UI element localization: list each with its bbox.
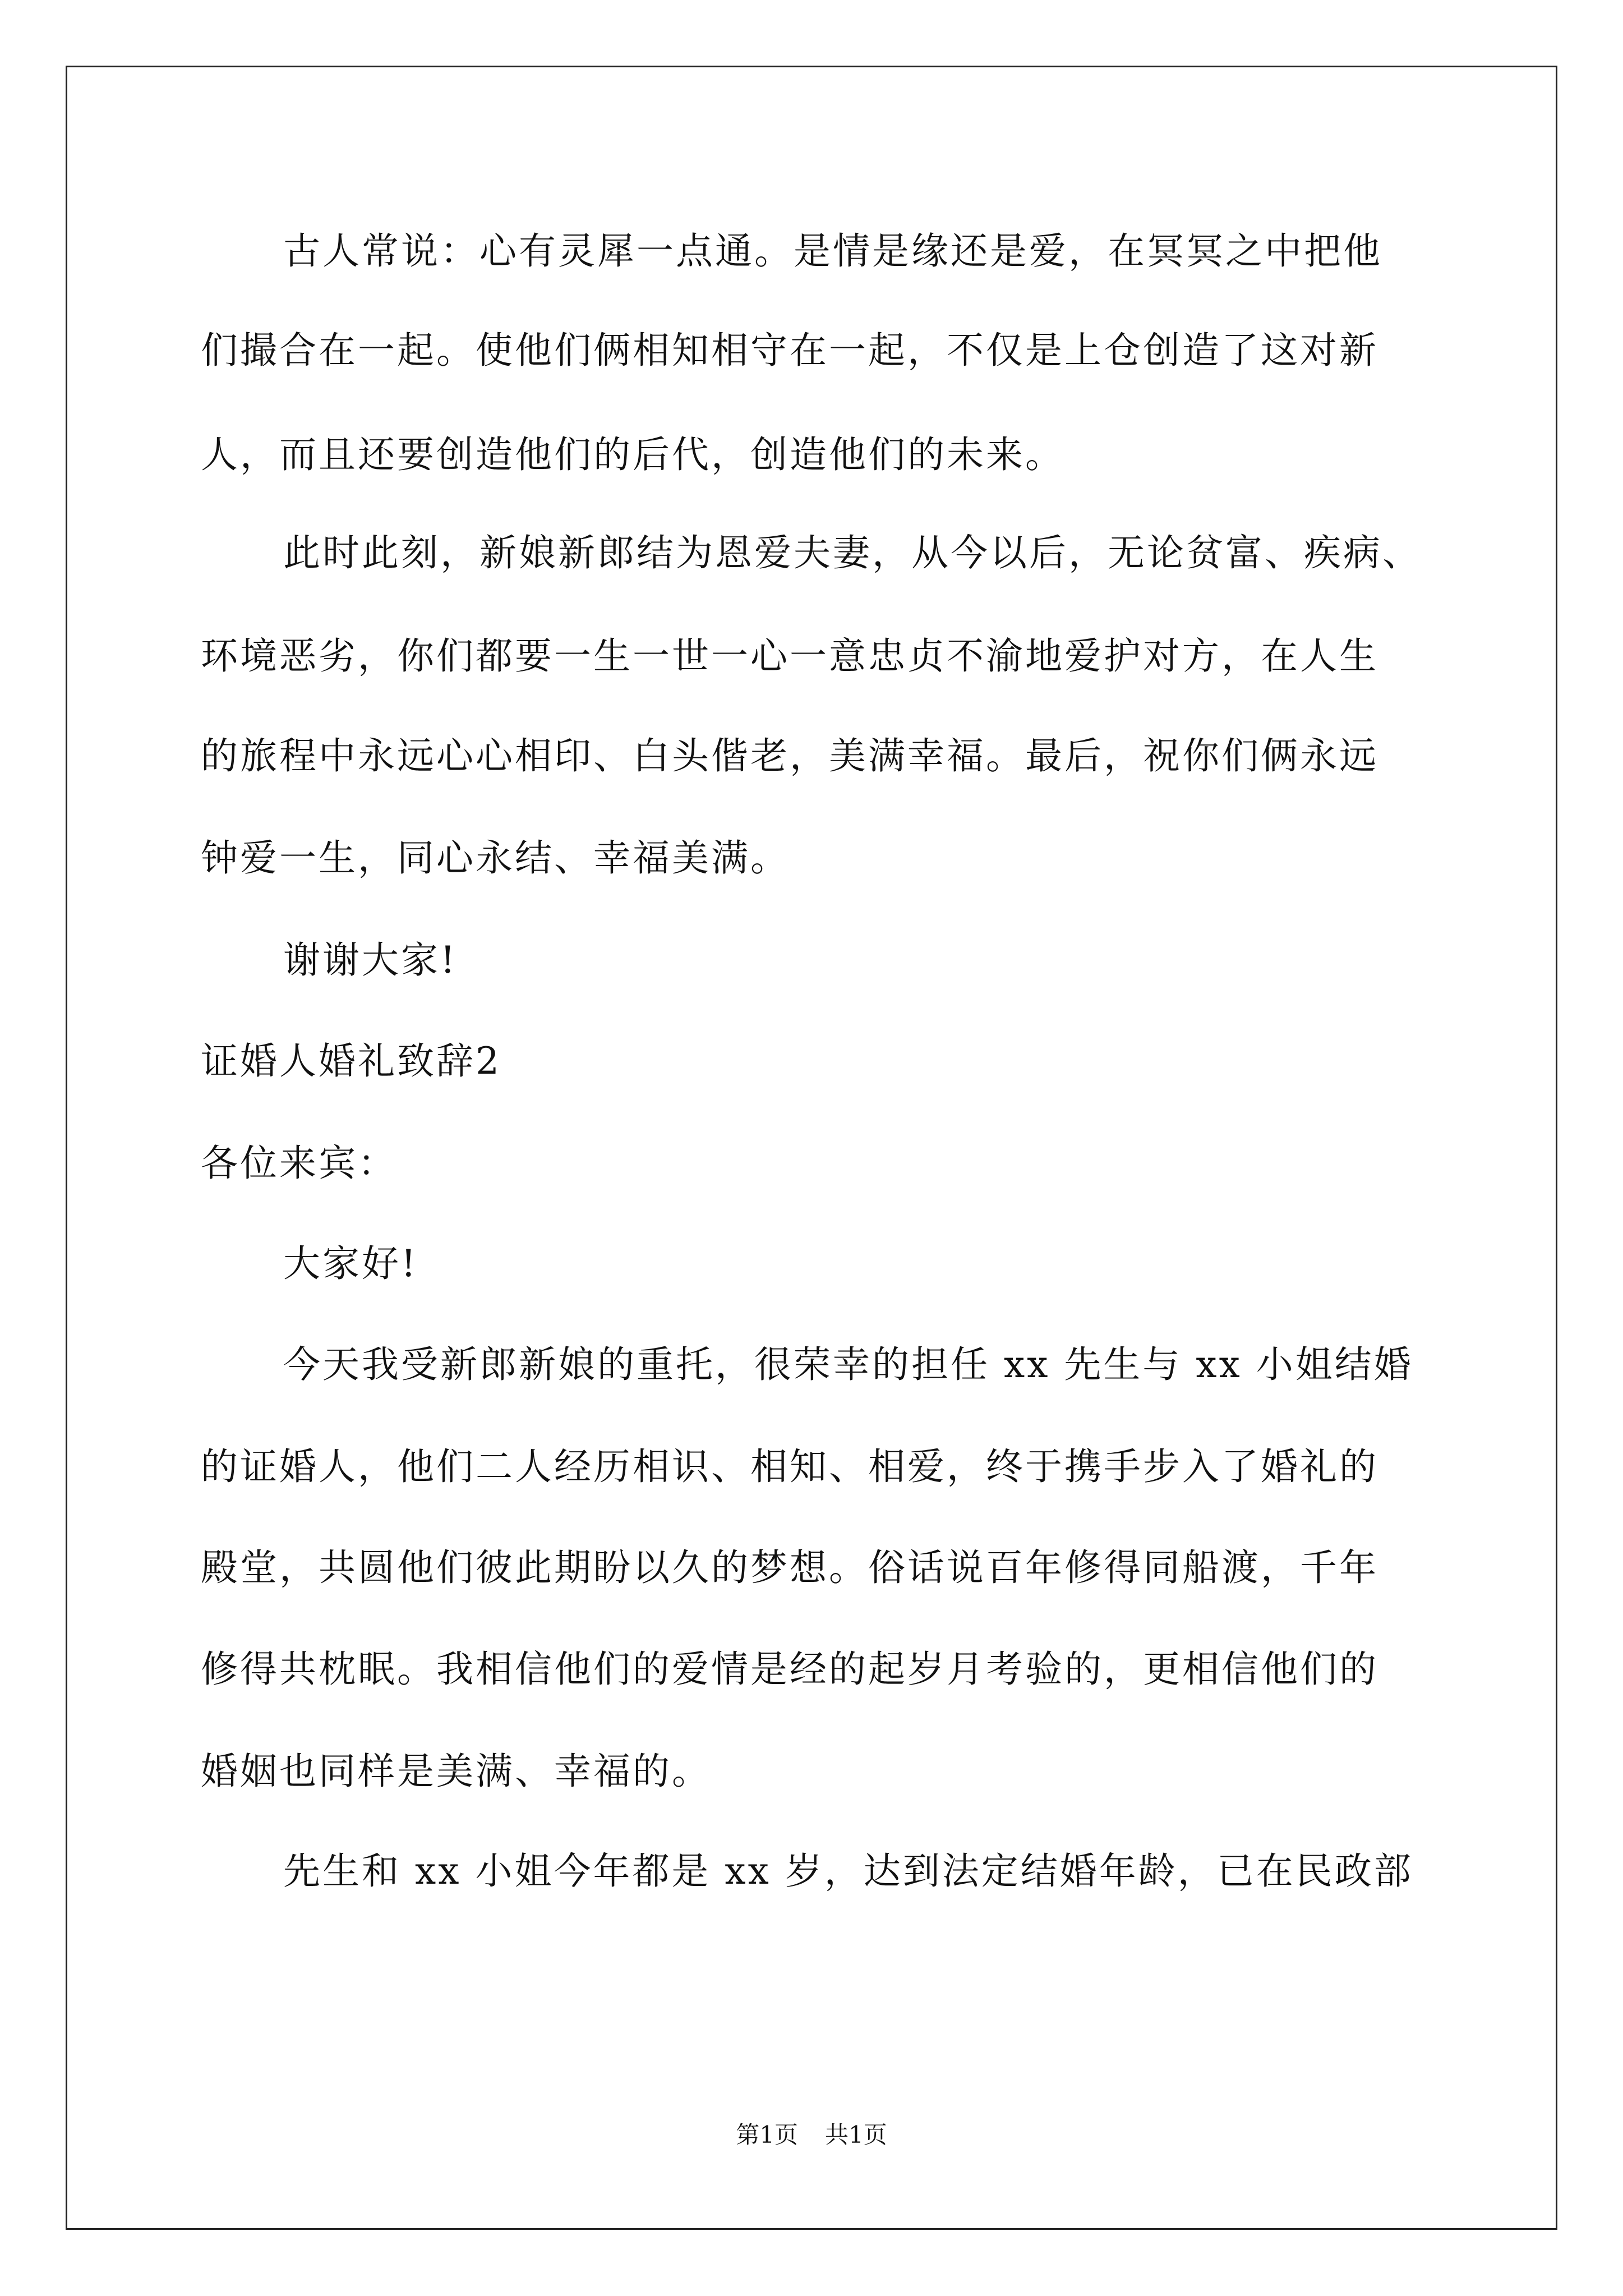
paragraph-2-line-2: 环境恶劣，你们都要一生一世一心一意忠贞不渝地爱护对方，在人生 [201, 634, 1378, 678]
paragraph-3-line-4: 修得共枕眠。我相信他们的爱情是经的起岁月考验的，更相信他们的 [201, 1648, 1378, 1691]
section-heading: 证婚人婚礼致辞2 [201, 1039, 501, 1083]
paragraph-1-line-1: 古人常说：心有灵犀一点通。是情是缘还是爱，在冥冥之中把他 [283, 229, 1382, 273]
paragraph-1-line-2: 们撮合在一起。使他们俩相知相守在一起，不仅是上仓创造了这对新 [201, 329, 1378, 372]
paragraph-4-line-1: 先生和 xx 小姐今年都是 xx 岁，达到法定结婚年龄，已在民政部 [283, 1849, 1413, 1893]
greeting: 大家好! [283, 1242, 418, 1285]
page-number-current: 第1页 [736, 2121, 798, 2148]
paragraph-3-line-5: 婚姻也同样是美满、幸福的。 [201, 1750, 711, 1793]
thanks-line: 谢谢大家! [283, 938, 458, 982]
salutation: 各位来宾： [201, 1142, 397, 1185]
page-footer [0, 2118, 1623, 2152]
paragraph-1-line-3: 人，而且还要创造他们的后代，创造他们的未来。 [201, 433, 1064, 476]
paragraph-3-line-3: 殿堂，共圆他们彼此期盼以久的梦想。俗话说百年修得同船渡，千年 [201, 1546, 1378, 1589]
paragraph-2-line-3: 的旅程中永远心心相印、白头偕老，美满幸福。最后，祝你们俩永远 [201, 734, 1378, 777]
paragraph-3-line-2: 的证婚人，他们二人经历相识、相知、相爱，终于携手步入了婚礼的 [201, 1445, 1378, 1488]
paragraph-2-line-1: 此时此刻，新娘新郎结为恩爱夫妻，从今以后，无论贫富、疾病、 [283, 531, 1422, 574]
page-number-total: 共1页 [825, 2121, 887, 2148]
paragraph-2-line-4: 钟爱一生，同心永结、幸福美满。 [201, 836, 790, 880]
paragraph-3-line-1: 今天我受新郎新娘的重托，很荣幸的担任 xx 先生与 xx 小姐结婚 [283, 1343, 1413, 1386]
